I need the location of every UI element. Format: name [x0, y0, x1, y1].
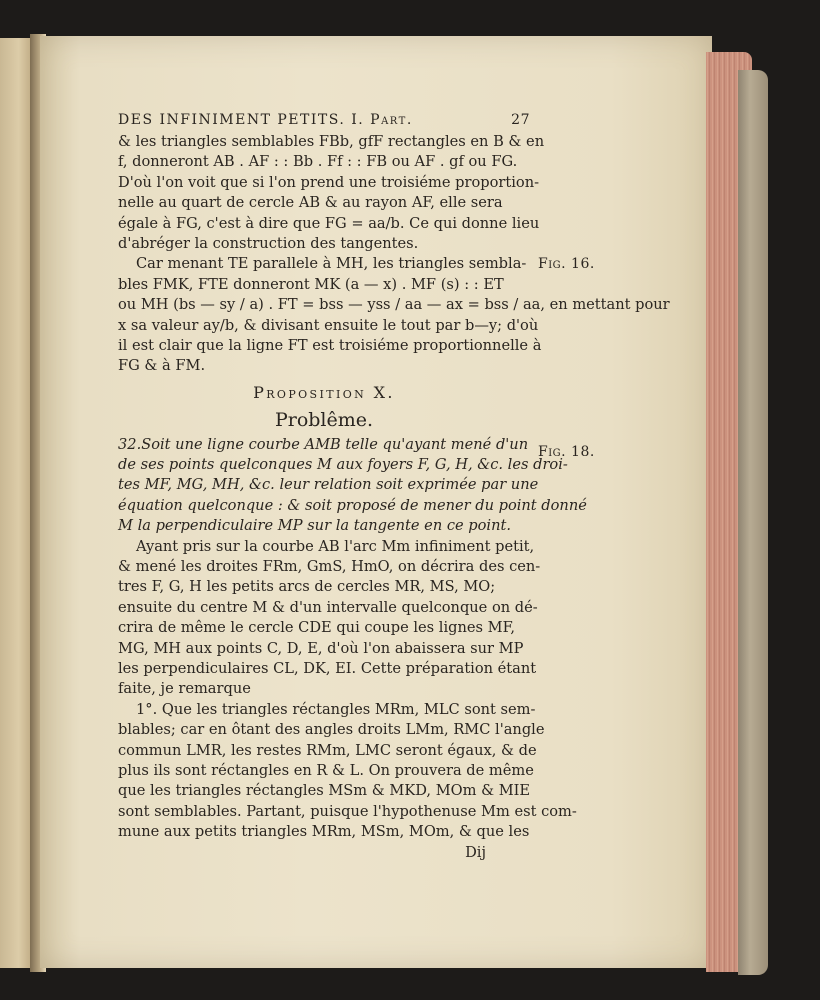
- text-line: il est clair que la ligne FT est troisiéme proportionnelle à: [118, 336, 542, 354]
- text-line: ou MH (bs — sy / a) . FT = bss — yss / aa — ax = bss / aa, en mettant pour: [118, 296, 670, 314]
- text-line: 1°. Que les triangles réctangles MRm, MLC sont sem-: [136, 700, 536, 718]
- text-line: égale à FG, c'est à dire que FG = aa/b. Ce qui donne lieu: [118, 214, 540, 232]
- text-line: sont semblables. Partant, puisque l'hypothenuse Mm est com-: [118, 802, 577, 820]
- text-line: FG & à FM.: [118, 357, 206, 375]
- signature-mark: Dij: [465, 843, 486, 861]
- book-cover-edge: [738, 70, 768, 975]
- text-line: nelle au quart de cercle AB & au rayon AF, elle sera: [118, 194, 503, 212]
- running-title: DES INFINIMENT PETITS. I. Part.: [118, 112, 413, 128]
- text-line: d'abréger la construction des tangentes.: [118, 234, 419, 252]
- text-line: Car menant TE parallele à MH, les triangles sembla-: [136, 255, 527, 273]
- running-header: [118, 110, 530, 130]
- text-line: f, donneront AB . AF : : Bb . Ff : : FB ou AF . gf ou FG.: [118, 153, 518, 171]
- text-line: tes MF, MG, MH, &c. leur relation soit exprimée par une: [118, 476, 539, 494]
- text-line: tres F, G, H les petits arcs de cercles MR, MS, MO;: [118, 578, 496, 596]
- probleme-heading: Problême.: [274, 408, 374, 431]
- figure-reference-16: Fig. 16.: [538, 256, 595, 272]
- page-number: 27: [511, 112, 530, 128]
- text-line: crira de même le cercle CDE qui coupe les lignes MF,: [118, 619, 516, 637]
- text-line: blables; car en ôtant des angles droits LMm, RMC l'angle: [118, 721, 545, 739]
- figure-reference-18: Fig. 18.: [538, 444, 595, 460]
- text-line: commun LMR, les restes RMm, LMC seront égaux, & de: [118, 741, 537, 759]
- text-line: D'où l'on voit que si l'on prend une troisiéme proportion-: [118, 173, 540, 191]
- text-line: mune aux petits triangles MRm, MSm, MOm, & que les: [118, 823, 530, 841]
- text-line: ensuite du centre M & d'un intervalle quelconque on dé-: [118, 598, 538, 616]
- text-line: que les triangles réctangles MSm & MKD, MOm & MIE: [118, 782, 531, 800]
- facing-page-edge: [0, 38, 34, 968]
- text-line: 32.Soit une ligne courbe AMB telle qu'ayant mené d'un: [118, 435, 529, 453]
- proposition-heading: Proposition X.: [253, 382, 395, 402]
- text-line: de ses points quelconques M aux foyers F, G, H, &c. les droi-: [118, 456, 568, 474]
- text-line: plus ils sont réctangles en R & L. On prouvera de même: [118, 761, 534, 779]
- text-line: M la perpendiculaire MP sur la tangente en ce point.: [118, 517, 512, 535]
- text-line: MG, MH aux points C, D, E, d'où l'on abaissera sur MP: [118, 639, 524, 657]
- text-line: faite, je remarque: [118, 680, 251, 698]
- paragraph-block-c: [118, 537, 577, 843]
- text-line: Ayant pris sur la courbe AB l'arc Mm infiniment petit,: [136, 537, 535, 555]
- text-line: équation quelconque : & soit proposé de mener du point donné: [118, 496, 587, 514]
- text-line: bles FMK, FTE donneront MK (a — x) . MF (s) : : ET: [118, 275, 504, 293]
- text-line: & mené les droites FRm, GmS, HmO, on décrira des cen-: [118, 558, 541, 576]
- text-line: & les triangles semblables FBb, gfF rectangles en B & en: [118, 133, 545, 150]
- text-line: x sa valeur ay/b, & divisant ensuite le tout par b—y; d'où: [118, 316, 539, 334]
- text-line: les perpendiculaires CL, DK, EI. Cette préparation étant: [118, 659, 537, 677]
